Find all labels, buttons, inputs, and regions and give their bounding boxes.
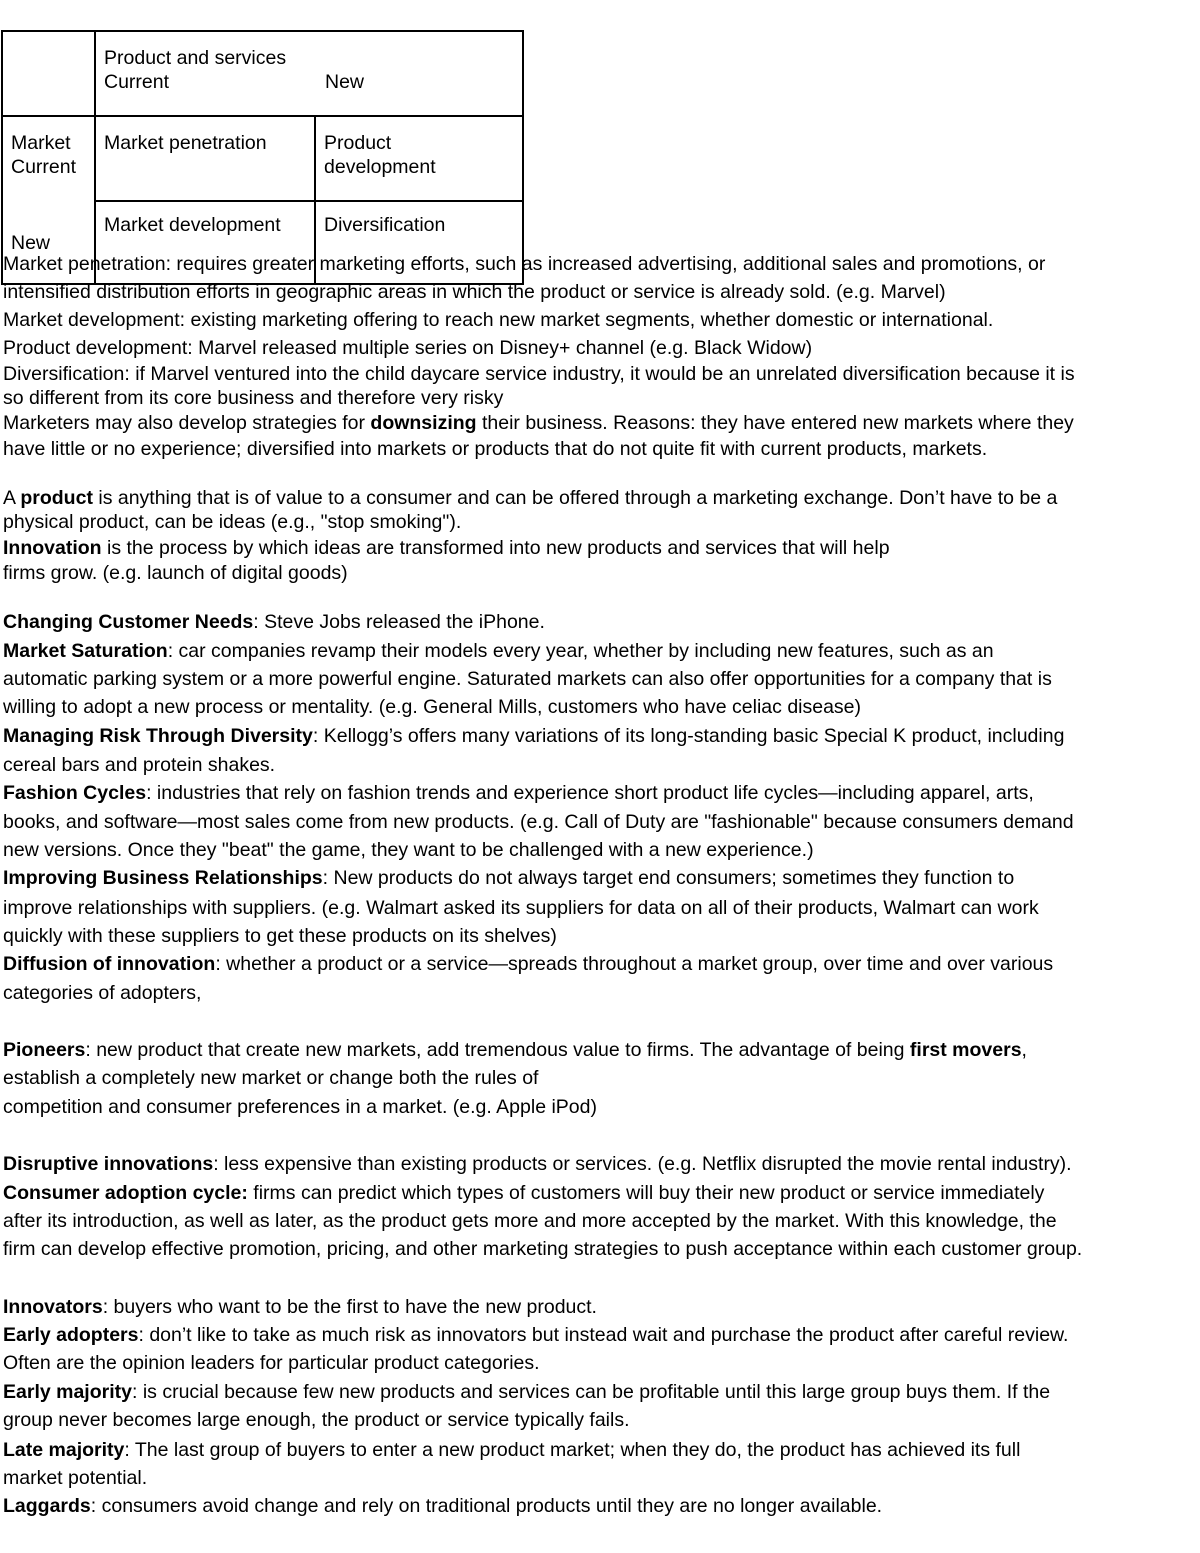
term-diffusion-of-innovation: Diffusion of innovation [3, 953, 216, 975]
text-line: competition and consumer preferences in a market. (e.g. Apple iPod) [3, 1096, 597, 1118]
matrix-cell-product-development-line2: development [324, 156, 436, 178]
text-line: Diversification: if Marvel ventured into the child daycare service industry, it would be an unrelated diversification because it is [3, 363, 1075, 385]
text-line: Improving Business Relationships: New products do not always target end consumers; sometimes they function to [3, 867, 1015, 889]
term-pioneers: Pioneers [3, 1039, 86, 1061]
text-line: so different from its core business and therefore very risky [3, 387, 504, 409]
text-line: Innovation is the process by which ideas are transformed into new products and services that will help [3, 537, 890, 559]
text-line: Market development: existing marketing offering to reach new market segments, whether domestic or international. [3, 309, 994, 331]
text-line: firm can develop effective promotion, pricing, and other marketing strategies to push acceptance within each customer group. [3, 1238, 1083, 1260]
matrix-cell-market-development: Market development [95, 201, 315, 284]
text-line: Late majority: The last group of buyers to enter a new product market; when they do, the product has achieved its full [3, 1439, 1021, 1461]
text-line: Laggards: consumers avoid change and rely on traditional products until they are no longer available. [3, 1495, 883, 1517]
text-line: Disruptive innovations: less expensive than existing products or services. (e.g. Netflix disrupted the movie rental industry). [3, 1153, 1072, 1175]
text-line: market potential. [3, 1467, 148, 1489]
text-line: Product development: Marvel released multiple series on Disney+ channel (e.g. Black Widow) [3, 337, 813, 359]
matrix-header-new: New [325, 71, 365, 93]
matrix-header-cell [95, 31, 523, 116]
matrix-cell-diversification: Diversification [315, 201, 523, 284]
term-consumer-adoption-cycle: Consumer adoption cycle: [3, 1182, 248, 1204]
text-line: Diffusion of innovation: whether a product or a service—spreads throughout a market group, over time and over various [3, 953, 1054, 975]
term-improving-business-relationships: Improving Business Relationships [3, 867, 323, 889]
matrix-corner-cell [2, 31, 95, 116]
text-line: books, and software—most sales come from new products. (e.g. Call of Duty are "fashionable" because consumers demand [3, 811, 1074, 833]
term-market-saturation: Market Saturation [3, 640, 168, 662]
matrix-cell-market-penetration: Market penetration [95, 116, 315, 201]
text-line: Often are the opinion leaders for particular product categories. [3, 1352, 540, 1374]
text-line: categories of adopters, [3, 982, 202, 1004]
matrix-side-market: Market [11, 132, 71, 154]
term-fashion-cycles: Fashion Cycles [3, 782, 147, 804]
text-line: establish a completely new market or change both the rules of [3, 1067, 539, 1089]
text-line: firms grow. (e.g. launch of digital goods) [3, 562, 348, 584]
text-line: A product is anything that is of value to a consumer and can be offered through a marketing exchange. Don’t have to be a [3, 487, 1058, 509]
text-line: physical product, can be ideas (e.g., "stop smoking"). [3, 511, 462, 533]
text-line: Pioneers: new product that create new markets, add tremendous value to firms. The advantage of being first movers, [3, 1039, 1027, 1061]
text-line: Market penetration: requires greater marketing efforts, such as increased advertising, additional sales and promotions, or [3, 253, 1046, 275]
matrix-cell-product-development [315, 116, 523, 201]
text-line: automatic parking system or a more powerful engine. Saturated markets can also offer opportunities for a company that is [3, 668, 1052, 690]
term-early-majority: Early majority [3, 1381, 132, 1403]
text-line: quickly with these suppliers to get these products on its shelves) [3, 925, 557, 947]
text-line: cereal bars and protein shakes. [3, 754, 276, 776]
text-line: Fashion Cycles: industries that rely on fashion trends and experience short product life cycles—including apparel, arts, [3, 782, 1034, 804]
term-disruptive-innovations: Disruptive innovations [3, 1153, 214, 1175]
text-line: Consumer adoption cycle: firms can predict which types of customers will buy their new product or service immediately [3, 1182, 1045, 1204]
text-line: willing to adopt a new process or mentality. (e.g. General Mills, customers who have celiac disease) [3, 696, 862, 718]
term-first-movers: first movers [909, 1039, 1022, 1061]
text-line: Early adopters: don’t like to take as much risk as innovators but instead wait and purchase the product after careful review. [3, 1324, 1069, 1346]
matrix-side-current: Current [11, 156, 77, 178]
text-line: Managing Risk Through Diversity: Kellogg’s offers many variations of its long-standing basic Special K product, including [3, 725, 1065, 747]
text-line: Marketers may also develop strategies for downsizing their business. Reasons: they have entered new markets where they [3, 412, 1074, 434]
text-line: have little or no experience; diversified into markets or products that do not quite fit with current products, markets. [3, 438, 988, 460]
text-line: group never becomes large enough, the product or service typically fails. [3, 1409, 630, 1431]
matrix-cell-product-development-line1: Product [324, 132, 392, 154]
text-line: Changing Customer Needs: Steve Jobs released the iPhone. [3, 611, 545, 633]
text-line: Early majority: is crucial because few new products and services can be profitable until this large group buys them. If the [3, 1381, 1051, 1403]
text-line: Innovators: buyers who want to be the first to have the new product. [3, 1296, 597, 1318]
matrix-side-new: New [11, 232, 51, 254]
text-line: after its introduction, as well as later, as the product gets more and more accepted by the market. With this knowledge, the [3, 1210, 1057, 1232]
matrix-header-title: Product and services [104, 47, 287, 69]
text-line: intensified distribution efforts in geographic areas in which the product or service is already sold. (e.g. Marvel) [3, 281, 946, 303]
text-line: improve relationships with suppliers. (e.g. Walmart asked its suppliers for data on all of their products, Walmart can work [3, 897, 1039, 919]
term-early-adopters: Early adopters [3, 1324, 139, 1346]
matrix-header-current: Current [104, 71, 170, 93]
term-product: product [20, 487, 93, 509]
term-managing-risk: Managing Risk Through Diversity [3, 725, 313, 747]
term-changing-customer-needs: Changing Customer Needs [3, 611, 254, 633]
term-laggards: Laggards [3, 1495, 91, 1517]
text-line: new versions. Once they "beat" the game, they want to be challenged with a new experience.) [3, 839, 814, 861]
term-downsizing: downsizing [370, 412, 477, 434]
term-innovation: Innovation [3, 537, 102, 559]
term-innovators: Innovators [3, 1296, 103, 1318]
term-late-majority: Late majority [3, 1439, 125, 1461]
text-line: Market Saturation: car companies revamp their models every year, whether by including new features, such as an [3, 640, 994, 662]
ansoff-matrix-table [1, 30, 524, 285]
